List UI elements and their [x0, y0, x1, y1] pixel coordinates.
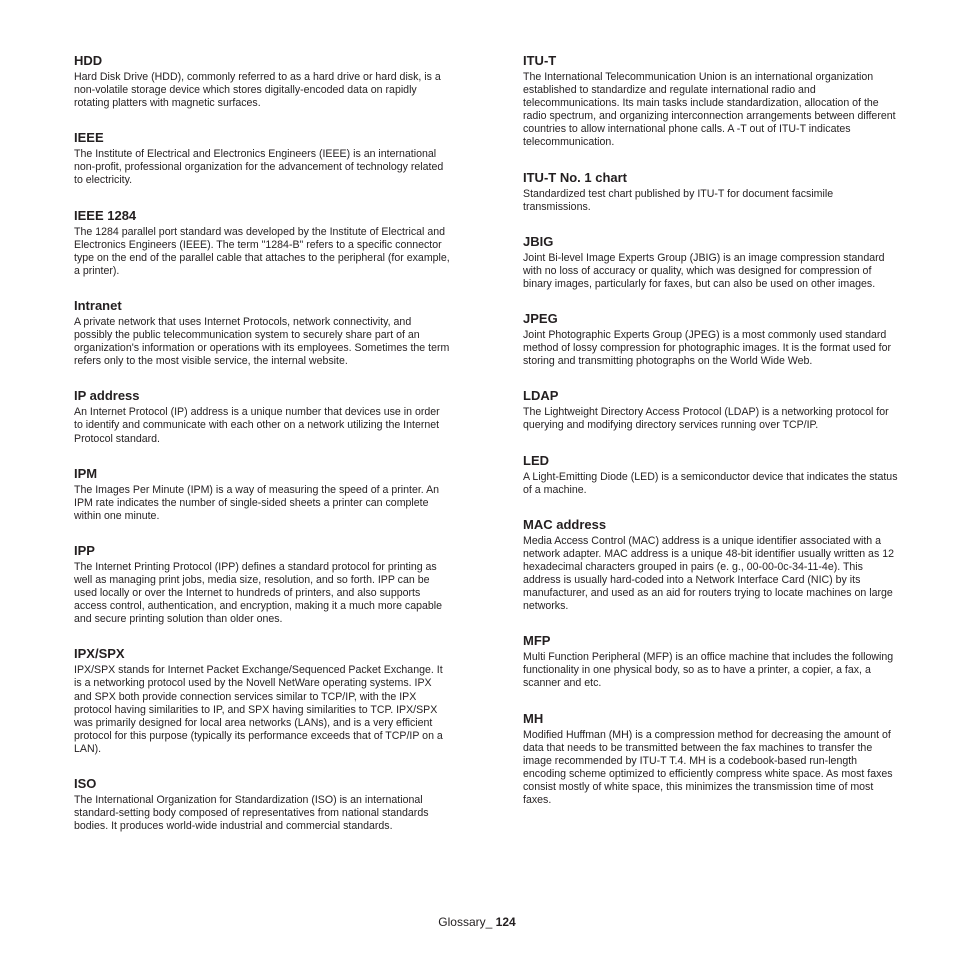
glossary-definition: The International Organization for Standardization (ISO) is an international standard-setting body composed of representatives from national standards bodies. It produces world-wide industrial and commercial standards.: [74, 794, 429, 833]
glossary-entry-jpeg: [523, 310, 899, 368]
page-footer: [0, 914, 954, 930]
glossary-definition: The Institute of Electrical and Electronics Engineers (IEEE) is an international non-profit, professional organization for the advancement of technology related to electricity.: [74, 148, 444, 187]
glossary-entry-jbig: [523, 233, 899, 291]
glossary-term: IEEE 1284: [74, 207, 137, 223]
glossary-term: IEEE: [74, 130, 104, 146]
glossary-definition: IPX/SPX stands for Internet Packet Exchange/Sequenced Packet Exchange. It is a networking protocol used by the Novell NetWare operating systems. IPX and SPX both provide connection services similar to TCP/IP, with the IPX protocol having similarities to IP, and SPX having similarities to TCP. IPX/SPX was primarily designed for local area networks (LANs), and is a very efficient protocol for this purpose (typically its performance exceeds that of TCP/IP on a LAN).: [74, 664, 443, 755]
glossary-definition: Media Access Control (MAC) address is a unique identifier associated with a network adapter. MAC address is a unique 48-bit identifier usually written as 12 hexadecimal characters grouped in pairs (e. g., 00-00-0c-34-11-4e). This address is usually hard-coded into a Network Interface Card (NIC) by its manufacturer, and used as an aid for routers trying to locate machines on large networks.: [523, 534, 894, 613]
glossary-term: JBIG: [523, 233, 554, 249]
glossary-definition: Joint Photographic Experts Group (JPEG) is a most commonly used standard method of lossy compression for photographic images. It is the format used for storing and transmitting photographs on the World Wide Web.: [523, 329, 892, 368]
glossary-term: IPM: [74, 465, 98, 481]
glossary-entry-itu-t-no-1-chart: [523, 169, 899, 214]
glossary-entry-hdd: [74, 52, 450, 110]
glossary-entry-ip-address: [74, 387, 450, 445]
glossary-definition: Modified Huffman (MH) is a compression method for decreasing the amount of data that needs to be transmitted between the fax machines to transfer the image recommended by ITU-T T.4. MH is a codebook-based run-length encoding scheme optimized to efficiently compress white space. As most faxes consist mostly of white space, this minimizes the transmission time of most faxes.: [523, 728, 893, 806]
glossary-term: Intranet: [74, 297, 122, 313]
glossary-term: LDAP: [523, 388, 559, 404]
glossary-entry-ieee: [74, 129, 450, 187]
glossary-definition: Multi Function Peripheral (MFP) is an office machine that includes the following functionality in one physical body, so as to have a printer, a copier, a fax, a scanner and etc.: [523, 651, 894, 690]
glossary-term: ITU-T No. 1 chart: [523, 169, 628, 185]
glossary-definition: The International Telecommunication Union is an international organization established to standardize and regulate international radio and telecommunications. Its main tasks include standardization, allocation of the radio spectrum, and organizing interconnection arrangements between different countries to allow international phone calls. A -T out of ITU-T indicates telecommunication.: [523, 71, 896, 149]
glossary-entry-ipx-spx: [74, 645, 450, 756]
glossary-definition: An Internet Protocol (IP) address is a unique number that devices use in order to identify and communicate with each other on a network utilizing the Internet Protocol standard.: [74, 406, 440, 445]
glossary-entry-mh: [523, 710, 899, 808]
footer-section-label: Glossary_: [438, 915, 493, 929]
glossary-term: MH: [523, 710, 544, 726]
glossary-left-column: [74, 52, 450, 833]
glossary-term: JPEG: [523, 311, 558, 327]
glossary-definition: The Lightweight Directory Access Protocol (LDAP) is a networking protocol for querying and modifying directory services running over TCP/IP.: [523, 406, 889, 432]
glossary-definition: Standardized test chart published by ITU-T for document facsimile transmissions.: [523, 187, 834, 213]
glossary-entry-intranet: [74, 297, 450, 368]
glossary-entry-ipp: [74, 542, 450, 626]
glossary-entry-ipm: [74, 465, 450, 523]
glossary-term: IPP: [74, 542, 95, 558]
glossary-definition: A Light-Emitting Diode (LED) is a semiconductor device that indicates the status of a machine.: [523, 470, 898, 496]
glossary-term: LED: [523, 452, 549, 468]
glossary-definition: The 1284 parallel port standard was developed by the Institute of Electrical and Electronics Engineers (IEEE). The term "1284-B" refers to a specific connector type on the end of the parallel cable that attaches to the peripheral (for example, a printer).: [74, 225, 450, 277]
glossary-definition: Joint Bi-level Image Experts Group (JBIG) is an image compression standard with no loss of accuracy or quality, which was designed for compression of binary images, particularly for faxes, but can also be used on other images.: [523, 251, 885, 290]
glossary-definition: Hard Disk Drive (HDD), commonly referred to as a hard drive or hard disk, is a non-volatile storage device which stores digitally-encoded data on rapidly rotating platters with magnetic surfaces.: [74, 71, 441, 110]
glossary-term: ISO: [74, 776, 97, 791]
glossary-entry-led: [523, 452, 899, 497]
glossary-entry-iso: [74, 775, 450, 833]
glossary-entry-ieee-1284: [74, 207, 450, 278]
glossary-definition: A private network that uses Internet Protocols, network connectivity, and possibly the public telecommunication system to securely share part of an organization's information or operations with its employees. Sometimes the term refers only to the most visible service, the internal website.: [74, 315, 450, 368]
glossary-definition: The Internet Printing Protocol (IPP) defines a standard protocol for printing as well as managing print jobs, media size, resolution, and so forth. IPP can be used locally or over the Internet to hundreds of printers, and also supports access control, authentication, and encryption, making it a much more capable and secure printing solution than older ones.: [74, 560, 443, 626]
glossary-right-column: [523, 52, 899, 807]
glossary-term: MFP: [523, 633, 551, 649]
glossary-term: HDD: [74, 53, 103, 68]
glossary-entry-itu-t: [523, 52, 899, 150]
glossary-term: IP address: [74, 388, 140, 404]
glossary-definition: The Images Per Minute (IPM) is a way of measuring the speed of a printer. An IPM rate indicates the number of single-sided sheets a printer can complete within one minute.: [74, 483, 440, 522]
page-number: 124: [495, 915, 516, 929]
glossary-entry-mac-address: [523, 516, 899, 614]
glossary-term: IPX/SPX: [74, 646, 125, 662]
glossary-term: MAC address: [523, 516, 607, 532]
glossary-term: ITU-T: [523, 53, 557, 68]
glossary-entry-mfp: [523, 632, 899, 690]
glossary-entry-ldap: [523, 387, 899, 432]
